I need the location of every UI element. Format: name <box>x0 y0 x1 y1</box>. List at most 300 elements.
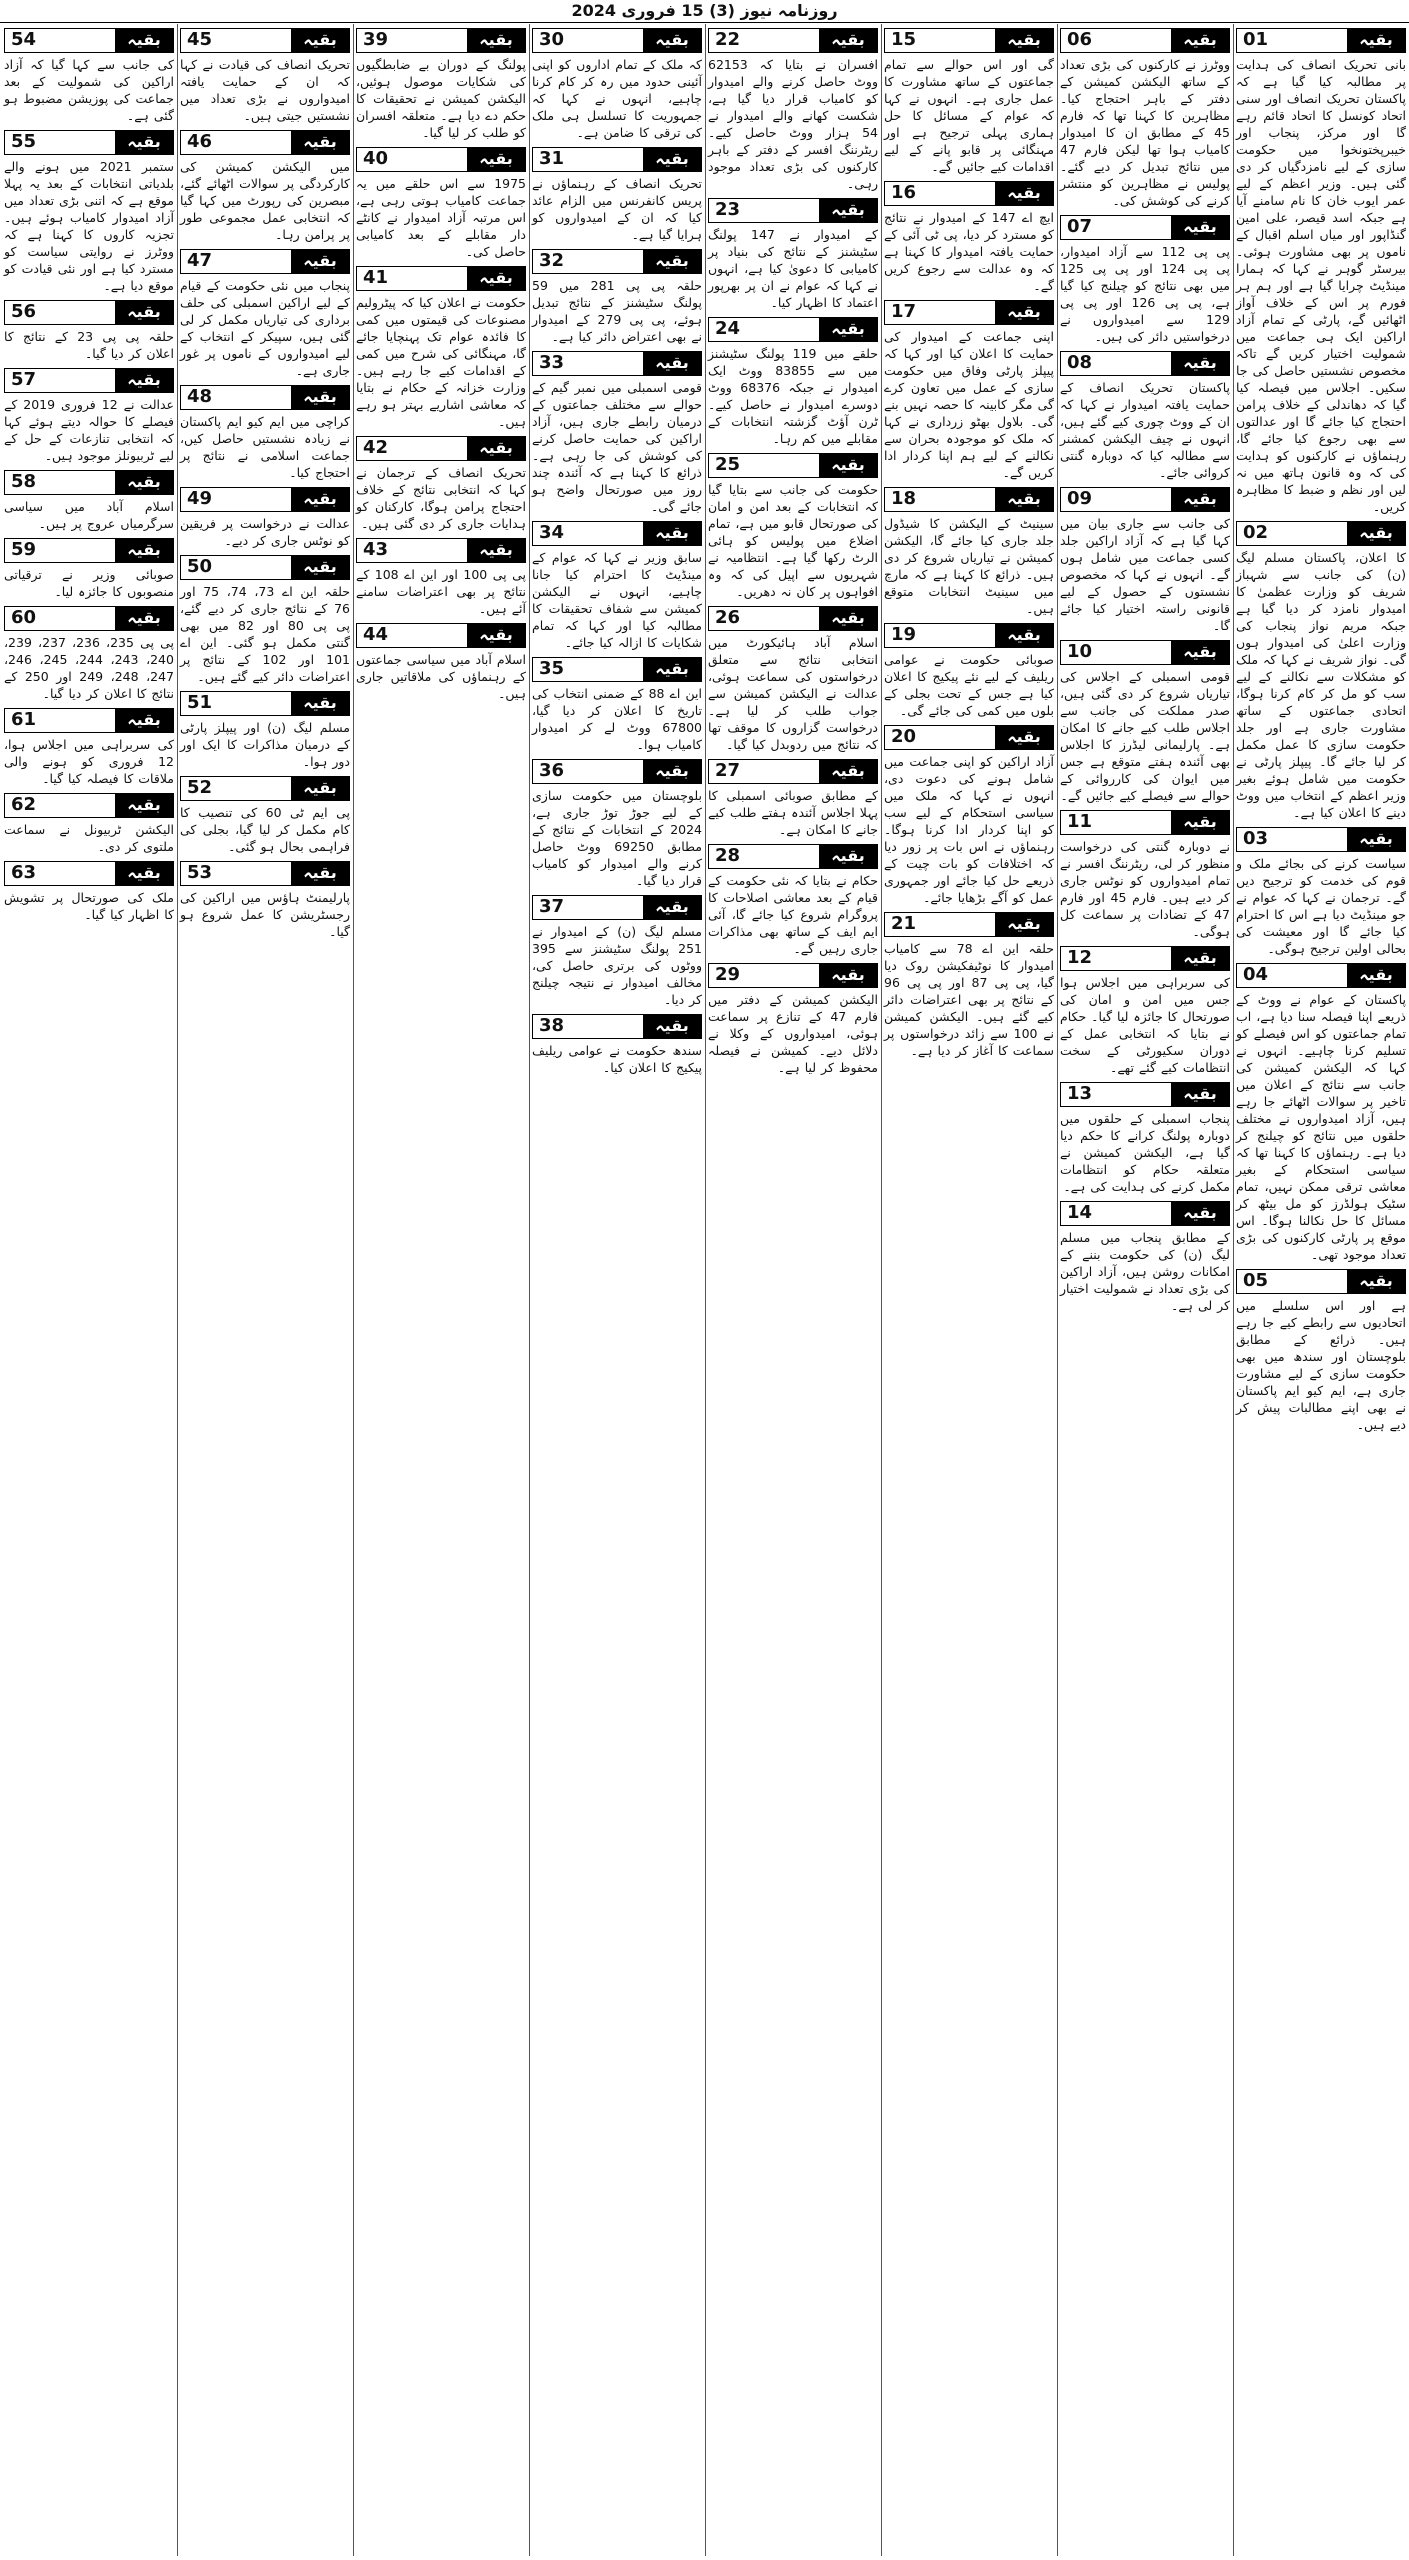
continuation-text: صوبائی حکومت نے عوامی ریلیف کے لیے نئے پیکیج کا اعلان کیا ہے جس کے تحت بجلی کے بلوں میں کمی کی جائے گی۔ <box>884 652 1054 718</box>
continuation-badge <box>4 28 174 53</box>
continuation-label: بقیہ <box>643 29 701 52</box>
continuation-block <box>4 368 174 464</box>
continuation-number: 04 <box>1237 964 1347 987</box>
continuation-block <box>356 623 526 702</box>
continuation-badge <box>884 725 1054 750</box>
continuation-block <box>532 759 702 889</box>
continuation-number: 59 <box>5 539 115 562</box>
continuation-block <box>1060 810 1230 940</box>
continuation-label: بقیہ <box>643 522 701 545</box>
continuation-block <box>1060 946 1230 1076</box>
continuation-text: سندھ حکومت نے عوامی ریلیف پیکیج کا اعلان کیا۔ <box>532 1043 702 1075</box>
news-column <box>353 24 529 2556</box>
continuation-block <box>180 385 350 481</box>
continuation-number: 63 <box>5 862 115 885</box>
news-column <box>1 24 177 2556</box>
continuation-number: 02 <box>1237 522 1347 545</box>
continuation-badge <box>532 351 702 376</box>
continuation-label: بقیہ <box>115 607 173 630</box>
continuation-number: 10 <box>1061 641 1171 664</box>
continuation-badge <box>1060 487 1230 512</box>
continuation-badge <box>180 776 350 801</box>
continuation-label: بقیہ <box>819 318 877 341</box>
continuation-label: بقیہ <box>819 964 877 987</box>
continuation-label: بقیہ <box>1347 29 1405 52</box>
continuation-text: تحریک انصاف کے ترجمان نے کہا کہ انتخابی نتائج کے خلاف احتجاج پرامن ہوگا، کارکنان کو ہدایات جاری کر دی گئی ہیں۔ <box>356 465 526 531</box>
column-divider <box>529 24 530 2556</box>
continuation-text: نے دوبارہ گنتی کی درخواست منظور کر لی، ریٹرننگ افسر نے تمام امیدواروں کو نوٹس جاری کر دیے ہیں۔ فارم 45 اور فارم 47 کے تضادات پر سماعت کل ہوگی۔ <box>1060 839 1230 939</box>
continuation-badge <box>1236 521 1406 546</box>
continuation-text: حلقے میں 119 پولنگ سٹیشنز میں سے 83855 ووٹ ایک امیدوار نے جبکہ 68376 ووٹ دوسرے امیدوار نے حاصل کیے۔ ٹرن آؤٹ گزشتہ انتخابات کے مقابلے میں کم رہا۔ <box>708 346 878 446</box>
continuation-number: 31 <box>533 148 643 171</box>
continuation-block <box>1060 1082 1230 1195</box>
continuation-number: 17 <box>885 301 995 324</box>
continuation-block <box>180 691 350 770</box>
continuation-label: بقیہ <box>995 624 1053 647</box>
continuation-number: 53 <box>181 862 291 885</box>
continuation-label: بقیہ <box>1171 947 1229 970</box>
continuation-badge <box>4 538 174 563</box>
continuation-badge <box>180 691 350 716</box>
continuation-label: بقیہ <box>819 845 877 868</box>
continuation-label: بقیہ <box>115 301 173 324</box>
continuation-badge <box>356 266 526 291</box>
masthead: روزنامہ نیوز (3) 15 فروری 2024 <box>0 0 1409 23</box>
continuation-label: بقیہ <box>291 386 349 409</box>
continuation-label: بقیہ <box>643 896 701 919</box>
continuation-number: 61 <box>5 709 115 732</box>
continuation-badge <box>884 912 1054 937</box>
column-divider <box>1233 24 1234 2556</box>
continuation-block <box>884 912 1054 1059</box>
continuation-label: بقیہ <box>819 607 877 630</box>
continuation-block <box>708 963 878 1076</box>
continuation-text: حکام نے بتایا کہ نئی حکومت کے قیام کے بعد معاشی اصلاحات کا پروگرام شروع کیا جائے گا، آئی ایم ایف کے ساتھ بھی مذاکرات جاری رہیں گے۔ <box>708 873 878 956</box>
continuation-block <box>356 436 526 532</box>
continuation-text: گی اور اس حوالے سے تمام جماعتوں کے ساتھ مشاورت کا عمل جاری ہے۔ انہوں نے کہا کہ عوام کے مسائل کا حل ہماری پہلی ترجیح ہے اور مہنگائی پر قابو پانے کے لیے اقدامات کیے جائیں گے۔ <box>884 57 1054 174</box>
continuation-label: بقیہ <box>291 692 349 715</box>
continuation-text: قومی اسمبلی میں نمبر گیم کے حوالے سے مختلف جماعتوں کے درمیان رابطے جاری ہیں، آزاد اراکین کی حمایت حاصل کرنے کی کوشش کی جا رہی ہے۔ ذرائع کا کہنا ہے کہ آئندہ چند روز میں صورتحال واضح ہو جائے گی۔ <box>532 380 702 514</box>
continuation-badge <box>708 453 878 478</box>
continuation-badge <box>884 28 1054 53</box>
continuation-number: 08 <box>1061 352 1171 375</box>
continuation-text: اسلام آباد ہائیکورٹ میں انتخابی نتائج سے متعلق درخواستوں کی سماعت ہوئی، عدالت نے الیکشن کمیشن سے جواب طلب کر لیا ہے۔ درخواست گزاروں کا موقف تھا کہ نتائج میں ردوبدل کیا گیا۔ <box>708 635 878 752</box>
continuation-number: 43 <box>357 539 467 562</box>
continuation-badge <box>1060 640 1230 665</box>
continuation-badge <box>708 759 878 784</box>
continuation-block <box>1236 1269 1406 1433</box>
continuation-badge <box>532 249 702 274</box>
continuation-label: بقیہ <box>643 1015 701 1038</box>
continuation-badge <box>708 963 878 988</box>
continuation-text: بانی تحریک انصاف کی ہدایت پر مطالبہ کیا گیا ہے کہ پاکستان تحریک انصاف اور سنی اتحاد کونسل کا اتحاد قائم رہے گا اور مرکز، پنجاب اور خیبرپختونخوا میں حکومت سازی کے لیے نامزدگیاں کر دی گئی ہیں۔ وزیر اعظم کے لیے عمر ایوب خان کا نام سامنے آیا ہے جبکہ اسد قیصر، علی امین گنڈاپور اور میاں اسلم اقبال کے ناموں پر بھی مشاورت ہوئی۔ بیرسٹر گوہر نے کہا کہ ہمارا مینڈیٹ چرایا گیا ہے اور ہم ہر فورم پر اس کے خلاف آواز اٹھائیں گے، پارٹی کے تمام آزاد اراکین ایک ہی جماعت میں شمولیت اختیار کریں گے تاکہ مخصوص نشستیں حاصل کی جا سکیں۔ اجلاس میں فیصلہ کیا گیا کہ دھاندلی کے خلاف پرامن احتجاج کیا جائے گا اور عدالتوں سے بھی رجوع کیا جائے گا، رہنماؤں نے کارکنوں کو ہدایت کی کہ وہ قانون ہاتھ میں نہ لیں اور نظم و ضبط کا مظاہرہ کریں۔ <box>1236 57 1406 514</box>
continuation-badge <box>4 793 174 818</box>
continuation-text: میں الیکشن کمیشن کی کارکردگی پر سوالات اٹھائے گئے، مبصرین کی رپورٹ میں کہا گیا کہ انتخابی عمل مجموعی طور پر پرامن رہا۔ <box>180 159 350 242</box>
continuation-block <box>4 861 174 923</box>
continuation-badge <box>1060 215 1230 240</box>
continuation-block <box>356 538 526 617</box>
continuation-text: پولنگ کے دوران بے ضابطگیوں کی شکایات موصول ہوئیں، الیکشن کمیشن نے تحقیقات کا حکم دے دیا ہے۔ متعلقہ افسران کو طلب کر لیا گیا۔ <box>356 57 526 140</box>
continuation-label: بقیہ <box>995 488 1053 511</box>
continuation-badge <box>1060 1201 1230 1226</box>
news-column <box>177 24 353 2556</box>
continuation-block <box>4 538 174 600</box>
continuation-block <box>356 266 526 430</box>
continuation-badge <box>1236 963 1406 988</box>
continuation-number: 39 <box>357 29 467 52</box>
continuation-text: حلقہ پی پی 23 کے نتائج کا اعلان کر دیا گیا۔ <box>4 329 175 361</box>
continuation-number: 14 <box>1061 1202 1171 1225</box>
continuation-number: 28 <box>709 845 819 868</box>
continuation-badge <box>180 487 350 512</box>
continuation-block <box>180 555 350 685</box>
continuation-text: مسلم لیگ (ن) کے امیدوار نے 251 پولنگ سٹیشنز سے 395 ووٹوں کی برتری حاصل کی، مخالف امیدوار نے نتیجہ چیلنج کر دیا۔ <box>532 924 702 1007</box>
continuation-text: صوبائی وزیر نے ترقیاتی منصوبوں کا جائزہ لیا۔ <box>4 567 174 599</box>
continuation-badge <box>884 487 1054 512</box>
continuation-badge <box>180 249 350 274</box>
continuation-label: بقیہ <box>643 148 701 171</box>
continuation-text: حلقہ این اے 73، 74، 75 اور 76 کے نتائج جاری کر دیے گئے، پی پی 80 اور 82 میں بھی گنتی مکمل ہو گئی۔ این اے 101 اور 102 کے نتائج پر اعتراضات دائر کیے گئے ہیں۔ <box>180 584 351 684</box>
continuation-label: بقیہ <box>995 913 1053 936</box>
continuation-label: بقیہ <box>291 556 349 579</box>
continuation-block <box>532 657 702 753</box>
continuation-label: بقیہ <box>115 862 173 885</box>
continuation-number: 07 <box>1061 216 1171 239</box>
continuation-block <box>884 28 1054 175</box>
continuation-text: بلوچستان میں حکومت سازی کے لیے جوڑ توڑ جاری ہے، 2024 کے انتخابات کے نتائج کے مطابق 69250 ووٹ حاصل کرنے والے امیدوار کو کامیاب قرار دیا گیا۔ <box>532 788 702 888</box>
continuation-label: بقیہ <box>467 148 525 171</box>
continuation-badge <box>532 521 702 546</box>
continuation-text: پی ایم ٹی 60 کی تنصیب کا کام مکمل کر لیا گیا، بجلی کی فراہمی بحال ہو گئی۔ <box>180 805 350 854</box>
continuation-badge <box>180 861 350 886</box>
continuation-label: بقیہ <box>467 29 525 52</box>
continuation-label: بقیہ <box>115 471 173 494</box>
continuation-number: 19 <box>885 624 995 647</box>
news-column <box>881 24 1057 2556</box>
continuation-label: بقیہ <box>995 301 1053 324</box>
continuation-text: حلقہ این اے 78 سے کامیاب امیدوار کا نوٹیفکیشن روک دیا گیا، پی پی 87 اور پی پی 96 کے نتائج پر بھی اعتراضات دائر کیے گئے ہیں۔ الیکشن کمیشن نے 100 سے زائد درخواستوں پر سماعت کا آغاز کر دیا ہے۔ <box>884 941 1054 1058</box>
continuation-number: 44 <box>357 624 467 647</box>
continuation-text: ستمبر 2021 میں ہونے والے بلدیاتی انتخابات کے بعد یہ پہلا موقع ہے کہ اتنی بڑی تعداد میں آزاد امیدوار کامیاب ہوئے ہیں۔ تجزیہ کاروں کا کہنا ہے کہ ووٹرز نے روایتی سیاست کو مسترد کیا ہے اور نئی قیادت کو موقع دیا ہے۔ <box>4 159 174 293</box>
continuation-number: 37 <box>533 896 643 919</box>
continuation-number: 23 <box>709 199 819 222</box>
continuation-text: ہے اور اس سلسلے میں اتحادیوں سے رابطے کیے جا رہے ہیں۔ ذرائع کے مطابق بلوچستان اور سندھ میں بھی حکومت سازی کے لیے مشاورت جاری ہے، ایم کیو ایم پاکستان نے بھی اپنے مطالبات پیش کر دیے ہیں۔ <box>1236 1298 1406 1432</box>
continuation-label: بقیہ <box>291 250 349 273</box>
continuation-label: بقیہ <box>115 369 173 392</box>
continuation-block <box>1236 28 1406 515</box>
continuation-text: اسلام آباد میں سیاسی سرگرمیاں عروج پر ہیں۔ <box>4 499 174 531</box>
continuation-label: بقیہ <box>643 250 701 273</box>
continuation-number: 49 <box>181 488 291 511</box>
continuation-label: بقیہ <box>467 437 525 460</box>
continuation-block <box>4 470 174 532</box>
continuation-block <box>180 487 350 549</box>
continuation-text: مسلم لیگ (ن) اور پیپلز پارٹی کے درمیان مذاکرات کا ایک اور دور ہوا۔ <box>180 720 350 769</box>
continuation-number: 01 <box>1237 29 1347 52</box>
continuation-badge <box>708 606 878 631</box>
continuation-block <box>1060 487 1230 634</box>
continuation-badge <box>1060 351 1230 376</box>
continuation-badge <box>1236 1269 1406 1294</box>
continuation-text: پارلیمنٹ ہاؤس میں اراکین کی رجسٹریشن کا عمل شروع ہو گیا۔ <box>180 890 350 939</box>
continuation-label: بقیہ <box>1171 488 1229 511</box>
continuation-badge <box>1060 28 1230 53</box>
continuation-number: 13 <box>1061 1083 1171 1106</box>
continuation-text: آزاد اراکین کو اپنی جماعت میں شامل ہونے کی دعوت دی، انہوں نے کہا کہ ملک میں سیاسی استحکام کے لیے سب کو اپنا کردار ادا کرنا ہوگا۔ رہنماؤں نے اس بات پر زور دیا کہ اختلافات کو بات چیت کے ذریعے حل کیا جائے اور جمہوری عمل کو آگے بڑھایا جائے۔ <box>884 754 1054 905</box>
continuation-block <box>532 147 702 243</box>
continuation-number: 03 <box>1237 828 1347 851</box>
continuation-badge <box>356 538 526 563</box>
continuation-text: پی پی 112 سے آزاد امیدوار، پی پی 124 اور پی پی 125 میں بھی نتائج کو چیلنج کیا گیا ہے، پی پی 126 اور پی پی 129 سے امیدواروں نے درخواستیں دائر کی ہیں۔ <box>1060 244 1230 344</box>
continuation-label: بقیہ <box>1347 522 1405 545</box>
continuation-number: 57 <box>5 369 115 392</box>
continuation-badge <box>180 130 350 155</box>
continuation-block <box>884 487 1054 617</box>
continuation-number: 35 <box>533 658 643 681</box>
continuation-block <box>356 147 526 260</box>
continuation-badge <box>4 606 174 631</box>
continuation-number: 41 <box>357 267 467 290</box>
column-divider <box>705 24 706 2556</box>
continuation-number: 16 <box>885 182 995 205</box>
continuation-number: 09 <box>1061 488 1171 511</box>
continuation-block <box>4 708 174 787</box>
continuation-badge <box>1060 1082 1230 1107</box>
continuation-badge <box>4 368 174 393</box>
continuation-block <box>708 759 878 838</box>
continuation-label: بقیہ <box>115 539 173 562</box>
continuation-text: کے امیدوار نے 147 پولنگ سٹیشنز کے نتائج کی بنیاد پر کامیابی کا دعویٰ کیا ہے، انہوں نے کہا کہ عوام نے ان پر بھرپور اعتماد کا اظہار کیا۔ <box>708 227 878 310</box>
continuation-text: پنجاب میں نئی حکومت کے قیام کے لیے اراکین اسمبلی کی حلف برداری کی تیاریاں مکمل کر لی گئی ہیں، سپیکر کے انتخاب کے لیے امیدواروں کے ناموں پر غور جاری ہے۔ <box>180 278 350 378</box>
continuation-number: 46 <box>181 131 291 154</box>
continuation-number: 05 <box>1237 1270 1347 1293</box>
continuation-number: 55 <box>5 131 115 154</box>
continuation-label: بقیہ <box>291 777 349 800</box>
continuation-label: بقیہ <box>115 709 173 732</box>
continuation-badge <box>884 181 1054 206</box>
continuation-badge <box>1236 827 1406 852</box>
continuation-label: بقیہ <box>115 29 173 52</box>
continuation-text: این اے 88 کے ضمنی انتخاب کی تاریخ کا اعلان کر دیا گیا، 67800 ووٹ لے کر امیدوار کامیاب ہوا۔ <box>532 686 702 752</box>
continuation-number: 52 <box>181 777 291 800</box>
continuation-text: اپنی جماعت کے امیدوار کی حمایت کا اعلان کیا اور کہا کہ پیپلز پارٹی وفاق میں حکومت سازی کے عمل میں تعاون کرے گی مگر کابینہ کا حصہ نہیں بنے گی۔ بلاول بھٹو زرداری نے کہا کہ ملک کو موجودہ بحران سے نکالنے کے لیے ہم اپنا کردار ادا کریں گے۔ <box>884 329 1054 480</box>
continuation-badge <box>532 657 702 682</box>
news-column <box>1057 24 1233 2556</box>
continuation-label: بقیہ <box>1347 964 1405 987</box>
continuation-label: بقیہ <box>291 29 349 52</box>
continuation-block <box>1060 1201 1230 1314</box>
continuation-label: بقیہ <box>1171 216 1229 239</box>
continuation-number: 27 <box>709 760 819 783</box>
continuation-block <box>532 521 702 651</box>
continuation-label: بقیہ <box>819 760 877 783</box>
continuation-block <box>1236 963 1406 1263</box>
continuation-block <box>708 317 878 447</box>
continuation-number: 56 <box>5 301 115 324</box>
continuation-text: کا اعلان، پاکستان مسلم لیگ (ن) کی جانب سے شہباز شریف کو وزارت عظمیٰ کا امیدوار نامزد کر دیا گیا ہے جبکہ مریم نواز پنجاب کی وزارت اعلیٰ کی امیدوار ہوں گی۔ نواز شریف نے کہا کہ ملک کو مشکلات سے نکالنے کے لیے سب کو مل کر کام کرنا ہوگا، اتحادی جماعتوں کے ساتھ مشاورت جاری ہے اور جلد حکومت سازی کا عمل مکمل کر لیا جائے گا۔ پیپلز پارٹی نے حکومت میں شامل ہوئے بغیر وزیر اعظم کے انتخاب میں ووٹ دینے کا اعلان کیا ہے۔ <box>1236 550 1406 820</box>
continuation-badge <box>356 623 526 648</box>
continuation-block <box>4 28 174 124</box>
continuation-number: 06 <box>1061 29 1171 52</box>
continuation-number: 33 <box>533 352 643 375</box>
continuation-block <box>884 181 1054 294</box>
continuation-badge <box>708 317 878 342</box>
continuation-badge <box>180 385 350 410</box>
continuation-text: تحریک انصاف کے رہنماؤں نے پریس کانفرنس میں الزام عائد کیا کہ ان کے امیدواروں کو ہرایا گیا ہے۔ <box>532 176 702 242</box>
continuation-label: بقیہ <box>467 539 525 562</box>
continuation-block <box>180 28 350 124</box>
continuation-label: بقیہ <box>291 488 349 511</box>
continuation-label: بقیہ <box>819 199 877 222</box>
continuation-text: حکومت نے اعلان کیا کہ پیٹرولیم مصنوعات کی قیمتوں میں کمی کا فائدہ عوام تک پہنچایا جائے گا، مہنگائی کی شرح میں کمی کے اقدامات کیے جا رہے ہیں۔ وزارت خزانہ کے حکام نے بتایا کہ معاشی اشاریے بہتر ہو رہے ہیں۔ <box>356 295 526 429</box>
continuation-number: 11 <box>1061 811 1171 834</box>
continuation-label: بقیہ <box>115 794 173 817</box>
continuation-block <box>532 249 702 345</box>
continuation-number: 40 <box>357 148 467 171</box>
continuation-text: سابق وزیر نے کہا کہ عوام کے مینڈیٹ کا احترام کیا جانا چاہیے، انہوں نے الیکشن کمیشن سے شفاف تحقیقات کا مطالبہ کیا اور کہا کہ تمام شکایات کا ازالہ کیا جائے۔ <box>532 550 702 650</box>
continuation-block <box>1060 351 1230 481</box>
continuation-badge <box>532 28 702 53</box>
continuation-badge <box>356 28 526 53</box>
column-divider <box>881 24 882 2556</box>
continuation-label: بقیہ <box>291 131 349 154</box>
continuation-block <box>1236 521 1406 821</box>
continuation-label: بقیہ <box>1171 811 1229 834</box>
continuation-label: بقیہ <box>995 29 1053 52</box>
continuation-badge <box>4 130 174 155</box>
continuation-block <box>708 844 878 957</box>
continuation-number: 36 <box>533 760 643 783</box>
continuation-block <box>1060 28 1230 209</box>
column-divider <box>1057 24 1058 2556</box>
continuation-badge <box>1060 810 1230 835</box>
continuation-text: عدالت نے درخواست پر فریقین کو نوٹس جاری کر دیے۔ <box>180 516 350 548</box>
continuation-badge <box>180 28 350 53</box>
continuation-number: 60 <box>5 607 115 630</box>
continuation-badge <box>708 28 878 53</box>
continuation-block <box>532 1014 702 1076</box>
continuation-label: بقیہ <box>1171 1083 1229 1106</box>
continuation-label: بقیہ <box>819 454 877 477</box>
continuation-text: کی جانب سے کہا گیا کہ آزاد اراکین کی شمولیت کے بعد جماعت کی پوزیشن مضبوط ہو گئی ہے۔ <box>4 57 174 123</box>
continuation-block <box>180 861 350 940</box>
continuation-text: کے مطابق صوبائی اسمبلی کا پہلا اجلاس آئندہ ہفتے طلب کیے جانے کا امکان ہے۔ <box>708 788 878 837</box>
continuation-block <box>708 606 878 753</box>
continuation-text: کی سربراہی میں اجلاس ہوا جس میں امن و امان کی صورتحال کا جائزہ لیا گیا۔ حکام نے بتایا کہ انتخابی عمل کے دوران سکیورٹی کے سخت انتظامات کیے گئے تھے۔ <box>1060 975 1230 1075</box>
continuation-text: عدالت نے 12 فروری 2019 کے فیصلے کا حوالہ دیتے ہوئے کہا کہ انتخابی تنازعات کے حل کے لیے ٹربیونلز موجود ہیں۔ <box>4 397 175 463</box>
continuation-block <box>884 300 1054 481</box>
continuation-badge <box>4 708 174 733</box>
continuation-number: 45 <box>181 29 291 52</box>
continuation-number: 22 <box>709 29 819 52</box>
continuation-badge <box>4 300 174 325</box>
continuation-text: پاکستان تحریک انصاف کے حمایت یافتہ امیدوار نے کہا کہ ان کے ووٹ چوری کیے گئے ہیں، انہوں نے چیف الیکشن کمشنر سے مطالبہ کیا کہ دوبارہ گنتی کروائی جائے۔ <box>1060 380 1230 480</box>
continuation-block <box>356 28 526 141</box>
continuation-badge <box>4 470 174 495</box>
continuation-number: 58 <box>5 471 115 494</box>
continuation-text: حلقہ پی پی 281 میں 59 پولنگ سٹیشنز کے نتائج تبدیل ہوئے، پی پی 279 کے امیدوار نے بھی اعتراض دائر کیا ہے۔ <box>532 278 702 344</box>
continuation-label: بقیہ <box>995 726 1053 749</box>
continuation-number: 34 <box>533 522 643 545</box>
continuation-block <box>532 351 702 515</box>
continuation-badge <box>708 844 878 869</box>
continuation-number: 20 <box>885 726 995 749</box>
continuation-badge <box>356 436 526 461</box>
continuation-block <box>532 28 702 141</box>
continuation-text: کے مطابق پنجاب میں مسلم لیگ (ن) کی حکومت بننے کے امکانات روشن ہیں، آزاد اراکین کی بڑی تعداد نے شمولیت اختیار کر لی ہے۔ <box>1060 1230 1230 1313</box>
continuation-block <box>180 776 350 855</box>
column-divider <box>177 24 178 2556</box>
continuation-badge <box>708 198 878 223</box>
continuation-block <box>180 249 350 379</box>
continuation-text: پنجاب اسمبلی کے حلقوں میں دوبارہ پولنگ کرانے کا حکم دیا گیا ہے، الیکشن کمیشن نے متعلقہ حکام کو انتظامات مکمل کرنے کی ہدایت کی ہے۔ <box>1060 1111 1230 1194</box>
continuation-block <box>708 198 878 311</box>
continuation-block <box>180 130 350 243</box>
continuation-number: 30 <box>533 29 643 52</box>
continuation-label: بقیہ <box>1347 1270 1405 1293</box>
continuation-label: بقیہ <box>1171 352 1229 375</box>
continuation-number: 38 <box>533 1015 643 1038</box>
continuation-number: 15 <box>885 29 995 52</box>
continuation-text: حکومت کی جانب سے بتایا گیا کہ انتخابات کے بعد امن و امان کی صورتحال قابو میں ہے، تمام اضلاع میں پولیس کو ہائی الرٹ رکھا گیا ہے۔ انتظامیہ نے شہریوں سے اپیل کی کہ وہ افواہوں پر کان نہ دھریں۔ <box>708 482 878 599</box>
continuation-label: بقیہ <box>1347 828 1405 851</box>
continuation-label: بقیہ <box>115 131 173 154</box>
continuation-label: بقیہ <box>1171 29 1229 52</box>
continuation-number: 29 <box>709 964 819 987</box>
continuation-label: بقیہ <box>643 658 701 681</box>
continuation-badge <box>532 895 702 920</box>
continuation-number: 12 <box>1061 947 1171 970</box>
continuation-text: سینیٹ کے الیکشن کا شیڈول جلد جاری کیا جائے گا، الیکشن کمیشن نے تیاریاں شروع کر دی ہیں۔ ذرائع کا کہنا ہے کہ مارچ میں سینیٹ انتخابات متوقع ہیں۔ <box>884 516 1054 616</box>
continuation-label: بقیہ <box>1171 641 1229 664</box>
continuation-number: 26 <box>709 607 819 630</box>
continuation-number: 47 <box>181 250 291 273</box>
continuation-block <box>532 895 702 1008</box>
continuation-badge <box>884 300 1054 325</box>
continuation-block <box>4 130 174 294</box>
continuation-label: بقیہ <box>643 760 701 783</box>
continuation-text: ووٹرز نے کارکنوں کی بڑی تعداد کے ساتھ الیکشن کمیشن کے دفتر کے باہر احتجاج کیا۔ مظاہرین کا کہنا تھا کہ فارم 45 کے مطابق ان کا امیدوار کامیاب ہوا تھا لیکن فارم 47 میں نتائج تبدیل کر دیے گئے۔ پولیس نے مظاہرین کو منتشر کرنے کی کوشش کی۔ <box>1060 57 1230 208</box>
continuation-block <box>4 300 174 362</box>
continuation-number: 54 <box>5 29 115 52</box>
continuation-label: بقیہ <box>467 624 525 647</box>
continuation-badge <box>884 623 1054 648</box>
continuation-badge <box>180 555 350 580</box>
continuation-number: 32 <box>533 250 643 273</box>
continuation-text: الیکشن ٹربیونل نے سماعت ملتوی کر دی۔ <box>4 822 174 854</box>
continuation-number: 24 <box>709 318 819 341</box>
continuation-block <box>1236 827 1406 957</box>
continuation-label: بقیہ <box>1171 1202 1229 1225</box>
continuation-badge <box>4 861 174 886</box>
continuation-badge <box>532 759 702 784</box>
continuation-text: کراچی میں ایم کیو ایم پاکستان نے زیادہ نشستیں حاصل کیں، جماعت اسلامی نے نتائج پر احتجاج کیا۔ <box>180 414 350 480</box>
continuation-text: الیکشن کمیشن کے دفتر میں فارم 47 کے تنازع پر سماعت ہوئی، امیدواروں کے وکلا نے دلائل دیے۔ کمیشن نے فیصلہ محفوظ کر لیا ہے۔ <box>708 992 878 1075</box>
continuation-badge <box>532 1014 702 1039</box>
continuation-badge <box>1060 946 1230 971</box>
continuation-text: ایچ اے 147 کے امیدوار نے نتائج کو مسترد کر دیا، پی ٹی آئی کے حمایت یافتہ امیدوار کا کہنا ہے کہ وہ عدالت سے رجوع کریں گے۔ <box>884 210 1054 293</box>
continuation-text: 1975 سے اس حلقے میں یہ جماعت کامیاب ہوتی رہی ہے، اس مرتبہ آزاد امیدوار نے کانٹے دار مقابلے کے بعد کامیابی حاصل کی۔ <box>356 176 526 259</box>
continuation-text: اسلام آباد میں سیاسی جماعتوں کے رہنماؤں کی ملاقاتیں جاری ہیں۔ <box>356 652 526 701</box>
news-column <box>1233 24 1409 2556</box>
continuation-number: 50 <box>181 556 291 579</box>
continuation-text: افسران نے بتایا کہ 62153 ووٹ حاصل کرنے والے امیدوار کو کامیاب قرار دیا گیا ہے، شکست کھانے والے امیدوار نے 54 ہزار ووٹ حاصل کیے۔ ریٹرننگ افسر کے دفتر کے باہر کارکنوں کی بڑی تعداد موجود رہی۔ <box>708 57 878 191</box>
continuation-label: بقیہ <box>819 29 877 52</box>
continuation-badge <box>356 147 526 172</box>
continuation-block <box>1060 640 1230 804</box>
continuation-block <box>708 453 878 600</box>
continuation-block <box>884 623 1054 719</box>
